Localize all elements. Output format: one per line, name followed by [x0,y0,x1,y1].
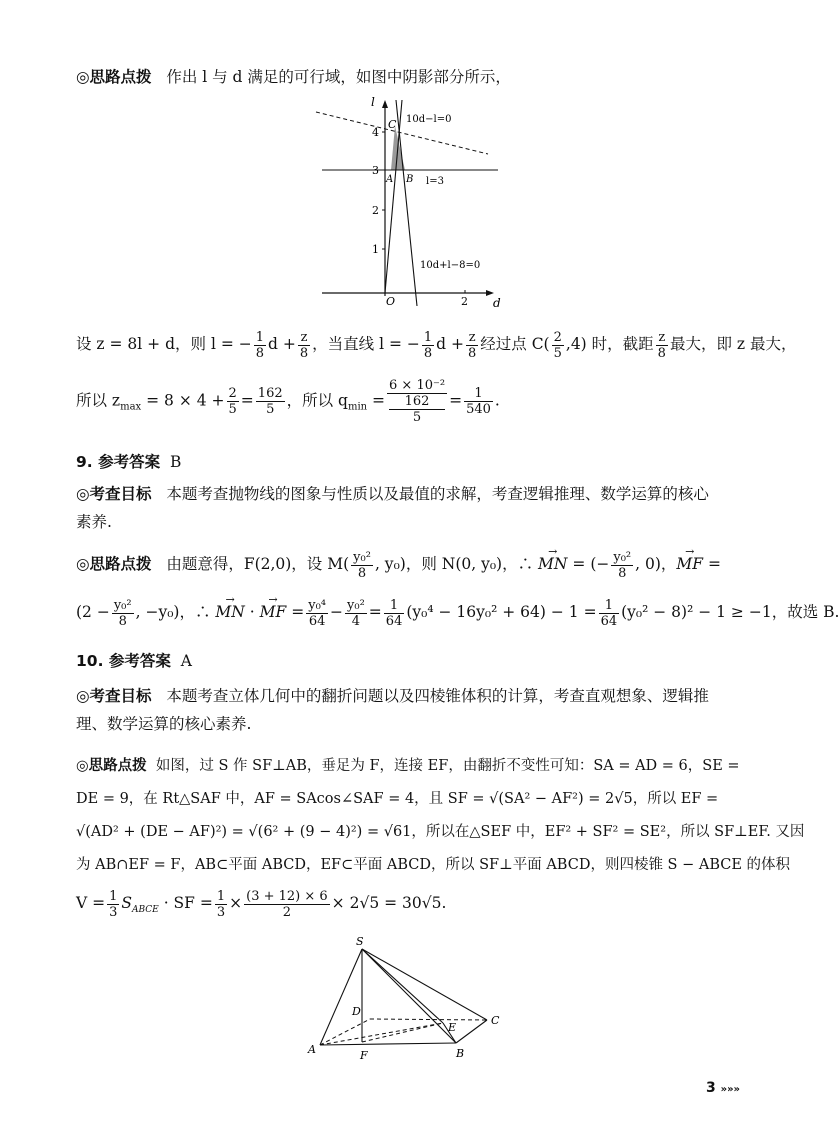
tick-label-4: 4 [372,126,379,139]
denominator: 64 [600,613,618,629]
hint-text: 作出 l 与 d 满足的可行域，如图中阴影部分所示， [166,68,511,86]
text: − [330,603,344,621]
target-label: ◎考查目标 [76,485,152,503]
numerator: 1 [599,598,620,614]
text: = [291,603,305,621]
denominator: 64 [385,613,403,629]
hint-label: ◎思路点拨 [76,758,147,774]
fraction [345,598,367,629]
fraction [351,550,373,581]
tick-label-1: 1 [372,243,379,256]
numerator: (3 + 12) × 6 [246,888,328,904]
edge-se [362,949,443,1023]
fraction [464,386,493,417]
numerator: 1 [109,888,118,904]
denominator: 5 [553,345,562,361]
vector-mn: → MN [215,594,244,630]
text: √(AD² + (DE − AF)²) = √(6² + (9 − 4)²) = √61，所以在△SEF 中，EF² + SF² = SE²，所以 SF⊥EF. 又因 [76,824,805,840]
text: = (− [572,555,610,573]
edge-dc [370,1019,487,1020]
text: ，所以 q [286,391,348,410]
q9-hint-line1 [76,546,736,582]
q10-target-line1 [76,683,736,709]
numerator: 1 [464,386,493,402]
fraction [107,889,119,920]
answer-heading: 9. 参考答案 [76,453,161,471]
fraction [244,889,330,920]
vector-mf: → MF [260,594,287,630]
numerator: y₀² [113,597,132,613]
vertex-a: A [308,1043,316,1056]
vertex-f: F [360,1049,368,1062]
edge-bc [456,1020,487,1043]
target-text: 本题考查抛物线的图象与性质以及最值的求解，考查逻辑推理、数学运算的核心 [166,485,709,503]
numerator: 2 [553,329,562,345]
text: = 8 × 4 + [141,391,225,410]
edge-sb [362,949,456,1043]
page-number: 3 [706,1080,716,1096]
eq-10d-minus-l: 10d−l=0 [406,114,452,125]
denominator: 8 [255,345,265,361]
hint-line-1 [76,64,736,90]
fraction [254,330,266,361]
point-a: A [386,174,394,185]
answer-value: B [169,453,182,471]
point-c: C [388,118,397,131]
text: = [368,603,382,621]
text: . [494,391,500,410]
page-mark: »»» [720,1084,741,1095]
text: 设 z = 8l + d，则 l = − [76,335,252,353]
numerator: z [298,330,310,346]
denominator [387,394,447,425]
q10-hint-line4 [76,852,791,878]
vertex-c: C [491,1014,500,1027]
numerator: 1 [216,888,226,904]
text: (y₀² − 8)² − 1 ≥ −1，故选 B. [621,603,839,621]
edge-ab [320,1043,456,1045]
text: ，当直线 l = − [312,335,420,353]
edge-sa [320,949,362,1045]
fraction [466,330,478,361]
label-origin: O [386,295,396,308]
fraction [552,330,564,361]
answer-heading: 10. 参考答案 [76,652,171,670]
subscript: ABCE [132,905,159,916]
fraction [599,598,620,629]
pyramid-figure [300,935,510,1065]
q9-target-line2 [76,509,736,535]
text: × [229,894,243,912]
text: 经过点 C( [480,335,550,353]
point-b: B [406,174,414,185]
denominator: 5 [228,402,237,417]
text: 最大，即 z 最大， [669,335,797,353]
denominator: 64 [308,613,326,629]
q10-target-line2 [76,711,736,737]
numerator: y₀² [347,597,365,613]
zmax-line [76,378,736,425]
target-text-cont: 素养. [76,513,112,531]
edge-fe [362,1023,443,1042]
text: ,4) 时，截距 [565,335,654,353]
text: 如图，过 S 作 SF⊥AB，垂足为 F，连接 EF，由翻折不变性可知：SA = AD = 6，SE = [155,758,740,774]
denominator: 8 [118,613,127,629]
denominator: 540 [466,402,491,417]
numerator: 162 [257,386,283,401]
text: × 2√5 = 30√5. [331,894,447,912]
subscript: min [347,401,368,413]
text: = [708,555,721,573]
tick-label-2: 2 [372,204,379,217]
fraction [384,598,405,629]
text: = [449,391,463,410]
vertex-b: B [456,1047,465,1060]
text: 所以 z [76,391,121,410]
text: (y₀⁴ − 16y₀² + 64) − 1 = [406,603,597,621]
denominator: 2 [282,904,292,920]
q10-hint-line3 [76,819,805,845]
text: · SF = [158,894,213,912]
numerator: 1 [255,329,265,345]
numerator: z [656,330,668,346]
inner-numerator: 162 [389,394,445,410]
eq-10d-plus-l: 10d+l−8=0 [420,260,481,271]
z-line [76,327,797,361]
target-text-cont: 理、数学运算的核心素养. [76,715,252,733]
text: S [121,894,133,912]
denominator: 3 [109,904,118,920]
text: = [367,391,386,410]
q10-hint-line1 [76,753,740,779]
hint-label: ◎思路点拨 [76,555,152,573]
q9-hint-line2 [76,594,839,630]
text: = [240,391,254,410]
line-10d-plus-l-8 [396,100,417,306]
target-text: 本题考查立体几何中的翻折问题以及四棱锥体积的计算，考查直观想象、逻辑推 [166,687,709,705]
denominator: 8 [467,345,477,361]
page-footer [706,1080,740,1096]
numerator: y₀² [353,549,371,565]
numerator: 1 [384,598,405,614]
edge-ae [320,1023,443,1045]
text: , −y₀)，∴ [135,603,211,621]
numerator: z [466,330,478,346]
denominator: 8 [657,345,666,361]
vertex-d: D [352,1005,361,1018]
edge-sc [362,949,487,1020]
tick-label-3: 3 [372,164,379,177]
vector-mf: → MF [676,546,703,582]
numerator: 1 [423,329,433,345]
inner-denominator: 5 [412,410,422,425]
fraction [298,330,310,361]
target-label: ◎考查目标 [76,687,152,705]
text: DE = 9，在 Rt△SAF 中，AF = SAcos∠SAF = 4，且 SF = √(SA² − AF²) = 2√5，所以 EF = [76,791,719,807]
dot-operator: · [249,603,255,621]
denominator: 8 [618,565,627,581]
fraction [656,330,668,361]
text: d + [268,335,296,353]
fraction [611,550,633,581]
vertex-e: E [448,1021,457,1034]
text: V = [76,894,106,912]
subscript: max [120,401,142,413]
numerator: y₀⁴ [308,597,327,613]
fraction [112,598,134,629]
fraction [422,330,434,361]
text: 由题意得，F(2,0)，设 M( [166,555,350,573]
objective-dashed-line [316,112,488,154]
fraction [256,386,285,417]
denominator: 5 [266,402,275,417]
text: d + [436,335,464,353]
text: (2 − [76,603,110,621]
fraction [306,598,328,629]
denominator: 4 [351,613,361,629]
numerator: 6 × 10⁻² [389,378,446,393]
q10-hint-line2 [76,786,736,812]
denominator: 3 [216,904,226,920]
tick-label-x2: 2 [461,295,468,308]
label-d: d [493,296,501,310]
text: 为 AB∩EF = F，AB⊂平面 ABCD，EF⊂平面 ABCD，所以 SF⊥平面 ABCD，则四棱锥 S − ABCE 的体积 [76,857,791,873]
hint-label: ◎思路点拨 [76,68,152,86]
text: , y₀)，则 N(0, y₀)，∴ [374,555,534,573]
q9-head [76,449,736,475]
numerator: y₀² [613,549,632,565]
vector-mn: → MN [538,546,567,582]
compound-fraction [387,378,447,425]
q10-head [76,648,736,674]
label-l: l [371,95,375,109]
q10-volume-line [76,884,736,929]
vertex-s: S [356,935,364,948]
denominator: 8 [299,345,309,361]
feasible-region-figure [310,92,510,310]
fraction [215,889,227,920]
l-axis-arrow [382,100,388,108]
denominator: 8 [357,565,367,581]
numerator: 2 [228,386,237,401]
eq-l-3: l=3 [426,176,444,187]
fraction [227,386,239,417]
q9-target-line1 [76,481,736,507]
answer-value: A [180,652,192,670]
denominator: 8 [423,345,433,361]
text: , 0)， [635,555,677,573]
